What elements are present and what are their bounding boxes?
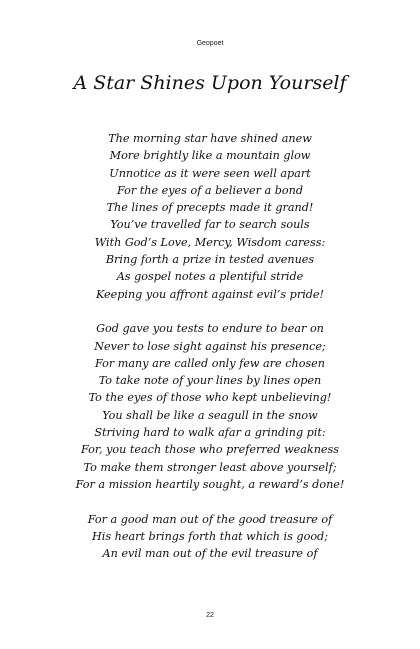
poem-line: Keeping you affront against evil’s pride! — [95, 287, 325, 301]
poem-line: For, you teach those who preferred weakness — [80, 443, 340, 457]
poem-line: With God’s Love, Mercy, Wisdom caress: — [94, 235, 326, 249]
poem-line: As gospel notes a plentiful stride — [116, 270, 304, 284]
poem-line: You’ve travelled far to search souls — [110, 218, 310, 232]
poem-line: Striving hard to walk afar a grinding pit: — [94, 426, 326, 440]
poem-line: For many are called only few are chosen — [94, 356, 326, 370]
poem-line: God gave you tests to endure to bear on — [96, 322, 324, 336]
stanza-2 — [0, 320, 420, 493]
poem-line: For a good man out of the good treasure of — [87, 512, 333, 526]
poem-line: For a mission heartily sought, a reward’s done! — [75, 477, 345, 491]
poem-line: To take note of your lines by lines open — [98, 374, 322, 388]
poem-title: A Star Shines Upon Yourself — [73, 72, 347, 94]
poem-line: Never to lose sight against his presence; — [94, 339, 326, 353]
poem-line: Unnotice as it were seen well apart — [109, 166, 311, 180]
poem-line: More brightly like a mountain glow — [109, 149, 311, 163]
poem-line: For the eyes of a believer a bond — [116, 183, 304, 197]
page-number: 22 — [206, 612, 214, 619]
poem-line: You shall be like a seagull in the snow — [102, 408, 318, 422]
poem-line: The morning star have shined anew — [108, 132, 312, 145]
poem-body — [0, 130, 420, 580]
poem-line: Bring forth a prize in tested avenues — [105, 253, 315, 267]
poem-line: His heart brings forth that which is good; — [91, 529, 328, 543]
poem-line: An evil man out of the evil treasure of — [102, 547, 318, 561]
poem-line: The lines of precepts made it grand! — [106, 201, 314, 215]
running-header: Geopoet — [196, 40, 224, 47]
stanza-1 — [0, 130, 420, 303]
poem-line: To the eyes of those who kept unbelieving! — [88, 391, 332, 405]
poem-line: To make them stronger least above yourself; — [83, 460, 337, 474]
stanza-3 — [0, 511, 420, 563]
